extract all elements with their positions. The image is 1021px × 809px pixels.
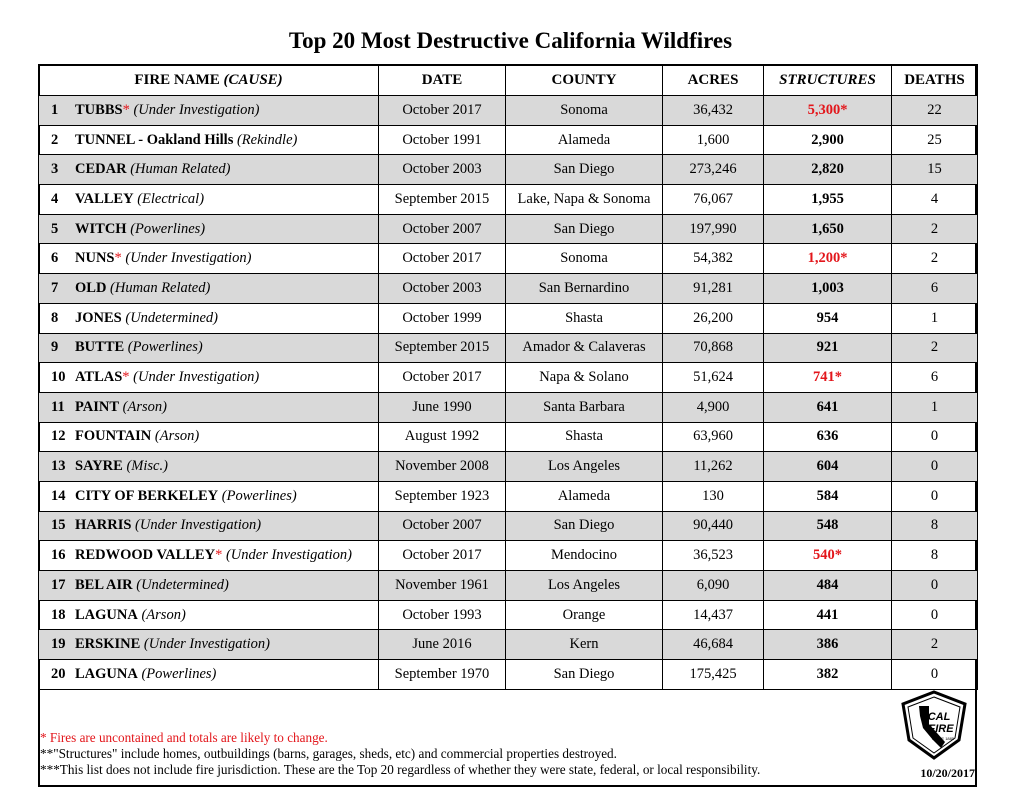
acres-cell: 14,437 — [663, 600, 764, 630]
table-row — [39, 481, 978, 511]
rank-number: 11 — [51, 398, 65, 415]
county-cell: Napa & Solano — [506, 363, 663, 393]
date-cell: October 2017 — [379, 244, 506, 274]
footnote-structures: **"Structures" include homes, outbuildings (barns, garages, sheds, etc) and commercial properties destroyed. — [40, 746, 617, 761]
fire-cause: (Under Investigation) — [129, 369, 260, 386]
structures-cell: 604 — [764, 452, 892, 482]
svg-text:SINCE 1885: SINCE 1885 — [931, 736, 955, 741]
deaths-cell: 0 — [892, 452, 978, 482]
structures-cell: 1,003 — [764, 274, 892, 304]
structures-cell: 484 — [764, 571, 892, 601]
county-cell: Santa Barbara — [506, 392, 663, 422]
table-row — [39, 571, 978, 601]
structures-cell: 641 — [764, 392, 892, 422]
table-row — [39, 244, 978, 274]
table-row — [39, 274, 978, 304]
deaths-cell: 4 — [892, 185, 978, 215]
date-cell: September 2015 — [379, 185, 506, 215]
wildfires-table — [38, 64, 978, 690]
footnotes — [40, 730, 975, 778]
table-row — [39, 511, 978, 541]
date-cell: October 2017 — [379, 96, 506, 126]
table-row — [39, 392, 978, 422]
deaths-cell: 0 — [892, 481, 978, 511]
structures-cell: 741* — [764, 363, 892, 393]
table-row — [39, 630, 978, 660]
footnote-jurisdiction: ***This list does not include fire jurisdiction. These are the Top 20 regardless of whether they were state, federal, or local responsibility. — [40, 762, 761, 777]
date-cell: November 1961 — [379, 571, 506, 601]
fire-cause: (Powerlines) — [218, 487, 297, 504]
rank-number: 1 — [51, 101, 59, 118]
date-cell: October 2017 — [379, 541, 506, 571]
structures-cell: 1,650 — [764, 214, 892, 244]
deaths-cell: 2 — [892, 244, 978, 274]
deaths-cell: 2 — [892, 333, 978, 363]
county-cell: San Diego — [506, 511, 663, 541]
rank-number: 10 — [51, 369, 66, 386]
acres-cell: 76,067 — [663, 185, 764, 215]
county-cell: Los Angeles — [506, 452, 663, 482]
county-cell: Sonoma — [506, 96, 663, 126]
structures-cell: 1,955 — [764, 185, 892, 215]
header-fire-name: FIRE NAME (CAUSE) — [39, 65, 379, 96]
table-row — [39, 600, 978, 630]
fire-name-cell — [39, 185, 379, 215]
header-acres: ACRES — [663, 65, 764, 96]
fire-cause: (Powerlines) — [124, 339, 203, 356]
table-row — [39, 96, 978, 126]
table-body — [39, 96, 978, 690]
acres-cell: 4,900 — [663, 392, 764, 422]
header-structures: STRUCTURES — [764, 65, 892, 96]
rank-number: 19 — [51, 636, 66, 653]
deaths-cell: 1 — [892, 303, 978, 333]
table-row — [39, 303, 978, 333]
fire-name: HARRIS — [75, 517, 132, 534]
page-title: Top 20 Most Destructive California Wildfires — [288, 28, 733, 53]
fire-name: FOUNTAIN — [75, 428, 152, 445]
acres-cell: 1,600 — [663, 125, 764, 155]
deaths-cell: 2 — [892, 214, 978, 244]
date-cell: June 2016 — [379, 630, 506, 660]
date-cell: June 1990 — [379, 392, 506, 422]
date-cell: October 2003 — [379, 155, 506, 185]
fire-name: CITY OF BERKELEY — [75, 487, 219, 504]
table-row — [39, 333, 978, 363]
fire-name: LAGUNA — [75, 606, 138, 623]
county-cell: Amador & Calaveras — [506, 333, 663, 363]
fire-name-cell — [39, 541, 379, 571]
county-cell: Alameda — [506, 481, 663, 511]
structures-cell: 2,900 — [764, 125, 892, 155]
fire-cause: (Arson) — [137, 606, 186, 623]
acres-cell: 197,990 — [663, 214, 764, 244]
fire-name: OLD — [75, 279, 107, 296]
svg-text:FIRE: FIRE — [928, 723, 954, 735]
acres-cell: 36,523 — [663, 541, 764, 571]
fire-cause: (Undetermined) — [121, 309, 218, 326]
acres-cell: 175,425 — [663, 660, 764, 690]
fire-name: WITCH — [75, 220, 127, 237]
structures-cell: 441 — [764, 600, 892, 630]
fire-name: JONES — [75, 309, 122, 326]
county-cell: Mendocino — [506, 541, 663, 571]
rank-number: 12 — [51, 428, 66, 445]
fire-cause: (Under Investigation) — [140, 636, 270, 653]
fire-name-cell — [39, 660, 379, 690]
table-header-row — [39, 65, 978, 96]
fire-name: ATLAS — [75, 369, 123, 386]
fire-cause: (Under Investigation) — [129, 101, 260, 118]
table-row — [39, 363, 978, 393]
acres-cell: 26,200 — [663, 303, 764, 333]
fire-name-cell — [39, 303, 379, 333]
rank-number: 14 — [51, 487, 66, 504]
fire-cause: (Human Related) — [106, 279, 211, 296]
county-cell: Lake, Napa & Sonoma — [506, 185, 663, 215]
table-row — [39, 422, 978, 452]
fire-name: TUBBS — [75, 101, 123, 118]
fire-name-cell — [39, 511, 379, 541]
fire-name-cell — [39, 392, 379, 422]
rank-number: 16 — [51, 547, 66, 564]
fire-name: ERSKINE — [75, 636, 141, 653]
header-county: COUNTY — [506, 65, 663, 96]
deaths-cell: 0 — [892, 600, 978, 630]
footnote-uncontained: * Fires are uncontained and totals are likely to change. — [40, 730, 328, 745]
acres-cell: 90,440 — [663, 511, 764, 541]
fire-name: SAYRE — [75, 458, 123, 475]
date-cell: October 1993 — [379, 600, 506, 630]
fire-name: VALLEY — [75, 190, 134, 207]
rank-number: 20 — [51, 665, 66, 682]
acres-cell: 46,684 — [663, 630, 764, 660]
fire-cause: (Under Investigation) — [121, 250, 252, 267]
deaths-cell: 2 — [892, 630, 978, 660]
date-cell: September 1970 — [379, 660, 506, 690]
county-cell: San Diego — [506, 660, 663, 690]
fire-name-cell — [39, 630, 379, 660]
table-row — [39, 125, 978, 155]
fire-cause: (Electrical) — [133, 190, 205, 207]
table-row — [39, 541, 978, 571]
date-cell: September 1923 — [379, 481, 506, 511]
structures-cell: 2,820 — [764, 155, 892, 185]
fire-name-cell — [39, 481, 379, 511]
document-date: 10/20/2017 — [920, 766, 975, 780]
county-cell: Los Angeles — [506, 571, 663, 601]
date-cell: October 2017 — [379, 363, 506, 393]
structures-cell: 921 — [764, 333, 892, 363]
fire-name-cell — [39, 600, 379, 630]
rank-number: 18 — [51, 606, 66, 623]
date-cell: October 1999 — [379, 303, 506, 333]
deaths-cell: 0 — [892, 422, 978, 452]
county-cell: Shasta — [506, 422, 663, 452]
acres-cell: 63,960 — [663, 422, 764, 452]
structures-cell: 636 — [764, 422, 892, 452]
fire-name-cell — [39, 333, 379, 363]
acres-cell: 51,624 — [663, 363, 764, 393]
rank-number: 7 — [51, 279, 59, 296]
fire-name-cell — [39, 274, 379, 304]
acres-cell: 91,281 — [663, 274, 764, 304]
structures-cell: 386 — [764, 630, 892, 660]
acres-cell: 36,432 — [663, 96, 764, 126]
fire-cause: (Under Investigation) — [222, 547, 352, 564]
header-deaths: DEATHS — [892, 65, 978, 96]
rank-number: 5 — [51, 220, 59, 237]
rank-number: 4 — [51, 190, 59, 207]
fire-cause: (Arson) — [151, 428, 200, 445]
structures-cell: 382 — [764, 660, 892, 690]
svg-text:CAL: CAL — [927, 711, 951, 723]
fire-cause: (Arson) — [119, 398, 167, 415]
county-cell: Orange — [506, 600, 663, 630]
uncontained-star: * — [114, 250, 122, 267]
date-cell: August 1992 — [379, 422, 506, 452]
acres-cell: 11,262 — [663, 452, 764, 482]
acres-cell: 54,382 — [663, 244, 764, 274]
fire-name: NUNS — [75, 250, 115, 267]
rank-number: 2 — [51, 131, 59, 148]
fire-cause: (Under Investigation) — [131, 517, 262, 534]
rank-number: 13 — [51, 458, 66, 475]
table-row — [39, 155, 978, 185]
date-cell: October 2007 — [379, 511, 506, 541]
date-cell: October 1991 — [379, 125, 506, 155]
table-row — [39, 660, 978, 690]
fire-name: CEDAR — [75, 161, 127, 178]
structures-cell: 540* — [764, 541, 892, 571]
fire-name-cell — [39, 571, 379, 601]
deaths-cell: 8 — [892, 511, 978, 541]
fire-name-cell — [39, 452, 379, 482]
fire-name-cell — [39, 96, 379, 126]
rank-number: 6 — [51, 250, 59, 267]
rank-number: 17 — [51, 576, 66, 593]
fire-cause: (Powerlines) — [126, 220, 206, 237]
header-date: DATE — [379, 65, 506, 96]
county-cell: Kern — [506, 630, 663, 660]
uncontained-star: * — [122, 369, 130, 386]
fire-name-cell — [39, 125, 379, 155]
date-cell: October 2003 — [379, 274, 506, 304]
county-cell: Alameda — [506, 125, 663, 155]
county-cell: San Diego — [506, 214, 663, 244]
date-cell: November 2008 — [379, 452, 506, 482]
county-cell: Sonoma — [506, 244, 663, 274]
fire-name-cell — [39, 244, 379, 274]
fire-name: REDWOOD VALLEY — [75, 547, 216, 564]
acres-cell: 6,090 — [663, 571, 764, 601]
rank-number: 3 — [51, 161, 59, 178]
structures-cell: 5,300* — [764, 96, 892, 126]
date-cell: October 2007 — [379, 214, 506, 244]
deaths-cell: 6 — [892, 274, 978, 304]
uncontained-star: * — [215, 547, 223, 564]
table-row — [39, 185, 978, 215]
deaths-cell: 0 — [892, 571, 978, 601]
deaths-cell: 25 — [892, 125, 978, 155]
deaths-cell: 8 — [892, 541, 978, 571]
fire-name: LAGUNA — [75, 665, 138, 682]
deaths-cell: 1 — [892, 392, 978, 422]
uncontained-star: * — [122, 101, 130, 118]
structures-cell: 548 — [764, 511, 892, 541]
fire-name-cell — [39, 422, 379, 452]
deaths-cell: 6 — [892, 363, 978, 393]
structures-cell: 954 — [764, 303, 892, 333]
county-cell: Shasta — [506, 303, 663, 333]
county-cell: San Bernardino — [506, 274, 663, 304]
acres-cell: 130 — [663, 481, 764, 511]
rank-number: 8 — [51, 309, 59, 326]
fire-cause: (Rekindle) — [233, 131, 298, 148]
acres-cell: 70,868 — [663, 333, 764, 363]
county-cell: San Diego — [506, 155, 663, 185]
table-row — [39, 452, 978, 482]
fire-name-cell — [39, 214, 379, 244]
structures-cell: 584 — [764, 481, 892, 511]
date-cell: September 2015 — [379, 333, 506, 363]
fire-name: BUTTE — [75, 339, 125, 356]
fire-cause: (Human Related) — [126, 161, 231, 178]
fire-name: PAINT — [75, 398, 120, 415]
deaths-cell: 22 — [892, 96, 978, 126]
deaths-cell: 0 — [892, 660, 978, 690]
acres-cell: 273,246 — [663, 155, 764, 185]
rank-number: 9 — [51, 339, 59, 356]
table-row — [39, 214, 978, 244]
structures-cell: 1,200* — [764, 244, 892, 274]
cal-fire-logo — [899, 690, 969, 760]
fire-cause: (Misc.) — [122, 458, 168, 475]
fire-name: BEL AIR — [75, 576, 133, 593]
fire-name-cell — [39, 363, 379, 393]
fire-name: TUNNEL - Oakland Hills — [75, 131, 234, 148]
deaths-cell: 15 — [892, 155, 978, 185]
rank-number: 15 — [51, 517, 66, 534]
fire-name-cell — [39, 155, 379, 185]
fire-cause: (Powerlines) — [137, 665, 217, 682]
fire-cause: (Undetermined) — [132, 576, 229, 593]
